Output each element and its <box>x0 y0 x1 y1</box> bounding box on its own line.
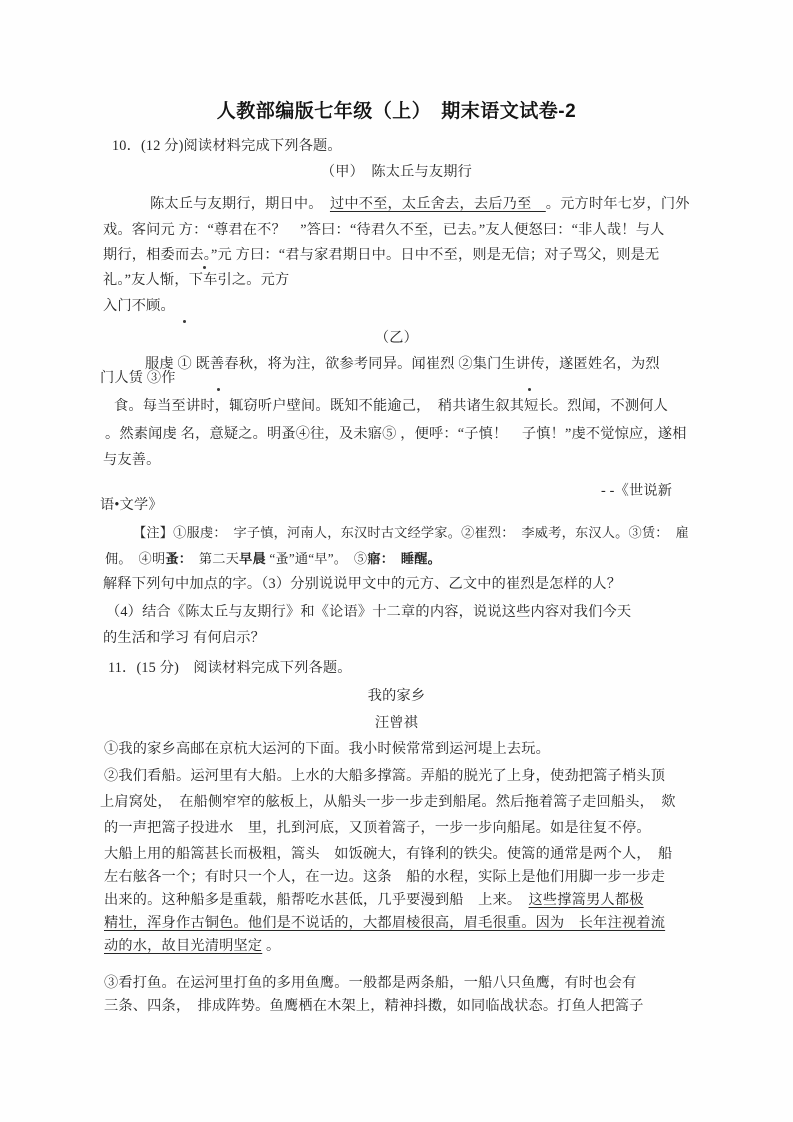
para2-line-3 <box>104 820 651 837</box>
para2-line-8 <box>104 938 280 955</box>
q10-sub4-line-2 <box>103 630 265 647</box>
q11-stem <box>108 660 352 677</box>
text-segment: 语•文学》 <box>100 497 163 513</box>
text-segment: （乙） <box>374 330 419 346</box>
para2-line-6 <box>104 892 644 909</box>
q10-stem <box>112 138 342 155</box>
underlined-text: 动的水，故目光清明坚定 <box>104 938 263 954</box>
essay-title <box>0 688 793 705</box>
text-segment: 礼。”友人惭，下车引之。元方 <box>103 272 290 288</box>
emphasis-dot <box>217 388 220 391</box>
jia-line-3 <box>103 247 659 264</box>
yi-heading <box>0 330 793 347</box>
jia-line-2 <box>103 222 664 239</box>
text-segment: 入门不顾。 <box>103 298 175 314</box>
yi-line-5 <box>103 452 161 469</box>
text-segment: 佣。 ④明 <box>105 551 166 566</box>
text-segment: 。 <box>262 938 281 954</box>
text-segment: 食。每当至讲时，辄窃听户壁间。既知不能逾己， 稍共诸生叙其短长。烈闻，不测何人 <box>114 398 669 414</box>
text-segment: 大船上用的船篙甚长而极粗，篙头 如饭碗大，有锋利的铁尖。使篙的通常是两个人， 船 <box>104 846 673 862</box>
yi-line-2 <box>100 370 176 387</box>
jia-line-5 <box>103 298 175 315</box>
emphasis-dot <box>183 320 186 323</box>
text-segment: 期行，相委而去。”元 方曰：“君与家君期日中。日中不至，则是无信；对子骂父，则是无 <box>103 247 660 263</box>
para2-line-4 <box>104 846 672 863</box>
text-segment: 上肩窝处， 在船侧窄窄的舷板上，从船头一步一步走到船尾。然后拖着篙子走回船头， 欻 <box>100 794 676 810</box>
jia-line-4 <box>103 272 289 289</box>
text-segment: 10．(12 分)阅读材料完成下列各题。 <box>112 138 342 154</box>
note-line-2 <box>105 550 441 567</box>
source-line-1 <box>601 483 672 500</box>
text-segment: 三条、四条， 排成阵势。鱼鹰栖在木架上，精神抖擞，如同临战状态。打鱼人把篙子 <box>104 998 644 1014</box>
jia-heading <box>0 164 793 181</box>
text-segment: 。元方时年七岁，门外 <box>545 196 690 212</box>
text-segment: ③看打鱼。在运河里打鱼的多用鱼鹰。一般都是两条船，一船八只鱼鹰，有时也会有 <box>104 975 637 991</box>
underlined-text: 精壮，浑身作古铜色。他们是不说话的，大都眉棱很高，眉毛很重。因为 长年注视着流 <box>104 915 666 931</box>
emphasis-dot <box>203 266 206 269</box>
text-segment: 早晨 <box>239 551 266 566</box>
text-segment: ②我们看船。运河里有大船。上水的大船多撑篙。弄船的脱光了上身，使劲把篙子梢头顶 <box>104 768 666 784</box>
text-segment: 服虔 ① 既善春秋，将为注，欲参考同异。闻崔烈 ②集门生讲传，遂匿姓名，为烈 <box>145 356 660 372</box>
q10-sub3 <box>103 576 621 593</box>
text-segment: 解释下列句中加点的字。（3）分别说说甲文中的元方、乙文中的崔烈是怎样的人？ <box>103 576 622 592</box>
para2-line-7 <box>104 915 665 932</box>
text-segment: ①我的家乡高邮在京杭大运河的下面。我小时候常常到运河堤上去玩。 <box>104 741 551 757</box>
text-segment: 。然素闻虔 名，意疑之。明蚤④往，及未寤⑤ ，便呼：“子慎！ 子慎！”虔不觉惊应，遂相 <box>105 426 687 442</box>
text-segment: （4）结合《陈太丘与友期行》和《论语》十二章的内容，说说这些内容对我们今天 <box>106 604 632 620</box>
para2-line-5 <box>104 869 665 886</box>
q10-sub4-line-1 <box>106 604 631 621</box>
yi-line-4 <box>105 426 687 443</box>
text-segment: 戏。客问元 方：“尊君在不？ ”答曰：“待君久不至，已去。”友人便怒曰：“非人哉！与人 <box>103 222 665 238</box>
text-segment: （甲） 陈太丘与友期行 <box>320 164 473 180</box>
source-line-2 <box>100 497 163 514</box>
text-segment: 陈太丘与友期行，期日中。 <box>150 196 330 212</box>
emphasis-dot <box>528 388 531 391</box>
text-segment: 11．(15 分) 阅读材料完成下列各题。 <box>108 660 352 676</box>
text-segment: 蚤： <box>165 551 186 566</box>
text-segment: 【注】①服虔： 字子慎，河南人，东汉时古文经学家。②崔烈： 李威考，东汉人。③赁： 雇 <box>133 525 689 540</box>
para3-line-2 <box>104 998 644 1015</box>
para2-line-1 <box>104 768 665 785</box>
text-segment: 的生活和学习 有何启示？ <box>103 630 266 646</box>
text-segment <box>388 551 401 566</box>
jia-line-1 <box>150 196 690 213</box>
text-segment: 寤： <box>367 551 388 566</box>
note-line-1 <box>133 524 689 541</box>
text-segment: 我的家乡 <box>367 688 426 704</box>
yi-line-1 <box>145 356 660 373</box>
para1-line-1 <box>104 741 550 758</box>
text-segment: 第二天 <box>185 551 240 566</box>
text-segment: 汪曾祺 <box>374 715 419 731</box>
text-segment: 睡醒。 <box>400 551 442 566</box>
para3-line-1 <box>104 975 636 992</box>
text-segment: 门人赁 ③作 <box>100 370 176 386</box>
text-segment: - -《世说新 <box>601 483 673 499</box>
text-segment: 左右舷各一个；有时只一个人，在一边。这条 船的水程，实际上是他们用脚一步一步走 <box>104 869 666 885</box>
underlined-text: 这些撑篙男人都极 <box>528 892 644 908</box>
page-title: 人教部编版七年级（上） 期末语文试卷-2 <box>216 101 577 122</box>
underlined-text: 过中不至，太丘舍去，去后乃至 <box>329 196 546 212</box>
text-segment: “蚤”通“早”。 ⑤ <box>265 551 368 566</box>
yi-line-3 <box>114 398 668 415</box>
text-segment: 的一声把篙子投进水 里，扎到河底，又顶着篙子，一步一步向船尾。如是往复不停。 <box>104 820 651 836</box>
text-segment: 出来的。这种船多是重载，船帮吃水甚低，几乎要漫到船 上来。 <box>104 892 529 908</box>
text-segment: 与友善。 <box>103 452 161 468</box>
para2-line-2 <box>100 794 676 811</box>
essay-author <box>0 715 793 732</box>
